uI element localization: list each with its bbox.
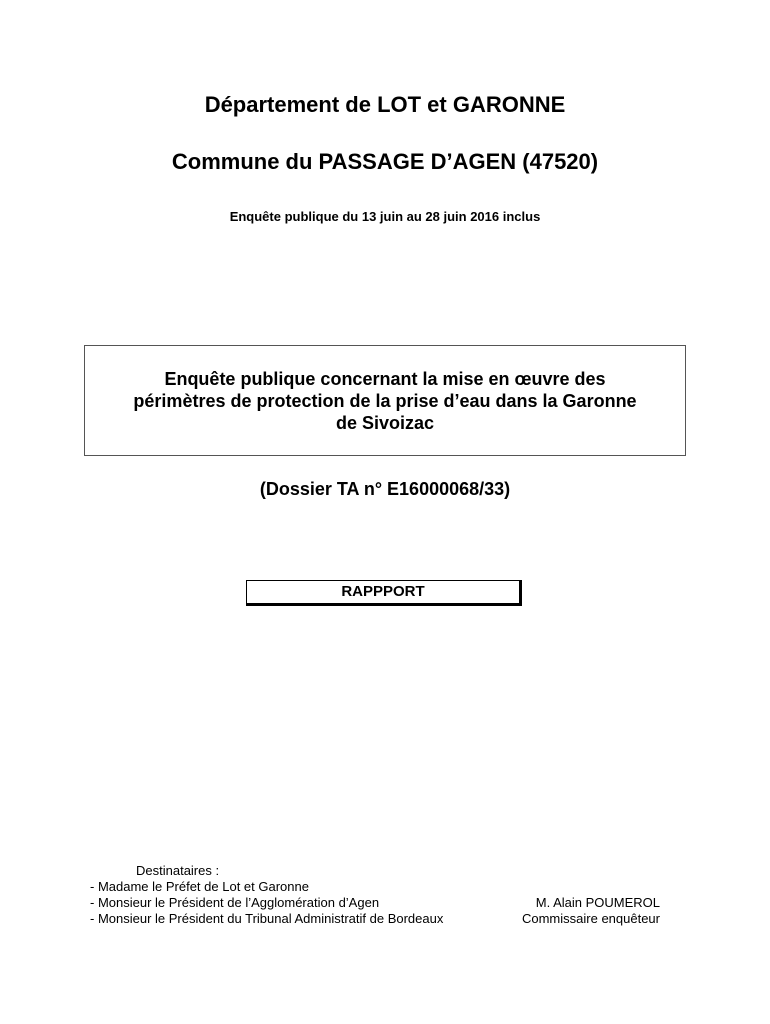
recipient-item: - Monsieur le Président de l’Agglomération d’Agen	[90, 895, 380, 910]
commune-title: Commune du PASSAGE D’AGEN (47520)	[171, 149, 599, 174]
recipients-title: Destinataires :	[136, 863, 220, 878]
signature-role: Commissaire enquêteur	[521, 911, 660, 926]
recipient-item: - Monsieur le Président du Tribunal Administratif de Bordeaux	[90, 911, 444, 926]
signature-name: M. Alain POUMEROL	[535, 895, 660, 910]
dossier-reference: (Dossier TA n° E16000068/33)	[259, 479, 511, 499]
department-title: Département de LOT et GARONNE	[204, 92, 566, 117]
subject-box	[84, 345, 686, 456]
report-label-box	[246, 580, 522, 606]
subject-line-3: de Sivoizac	[335, 412, 435, 433]
report-label: RAPPPORT	[341, 583, 425, 600]
recipient-item: - Madame le Préfet de Lot et Garonne	[90, 879, 309, 894]
enquete-dates: Enquête publique du 13 juin au 28 juin 2016 inclus	[229, 209, 541, 224]
subject-text	[90, 368, 680, 434]
subject-line-2: périmètres de protection de la prise d’eau dans la Garonne	[133, 390, 637, 411]
subject-line-1: Enquête publique concernant la mise en œuvre des	[164, 368, 606, 389]
